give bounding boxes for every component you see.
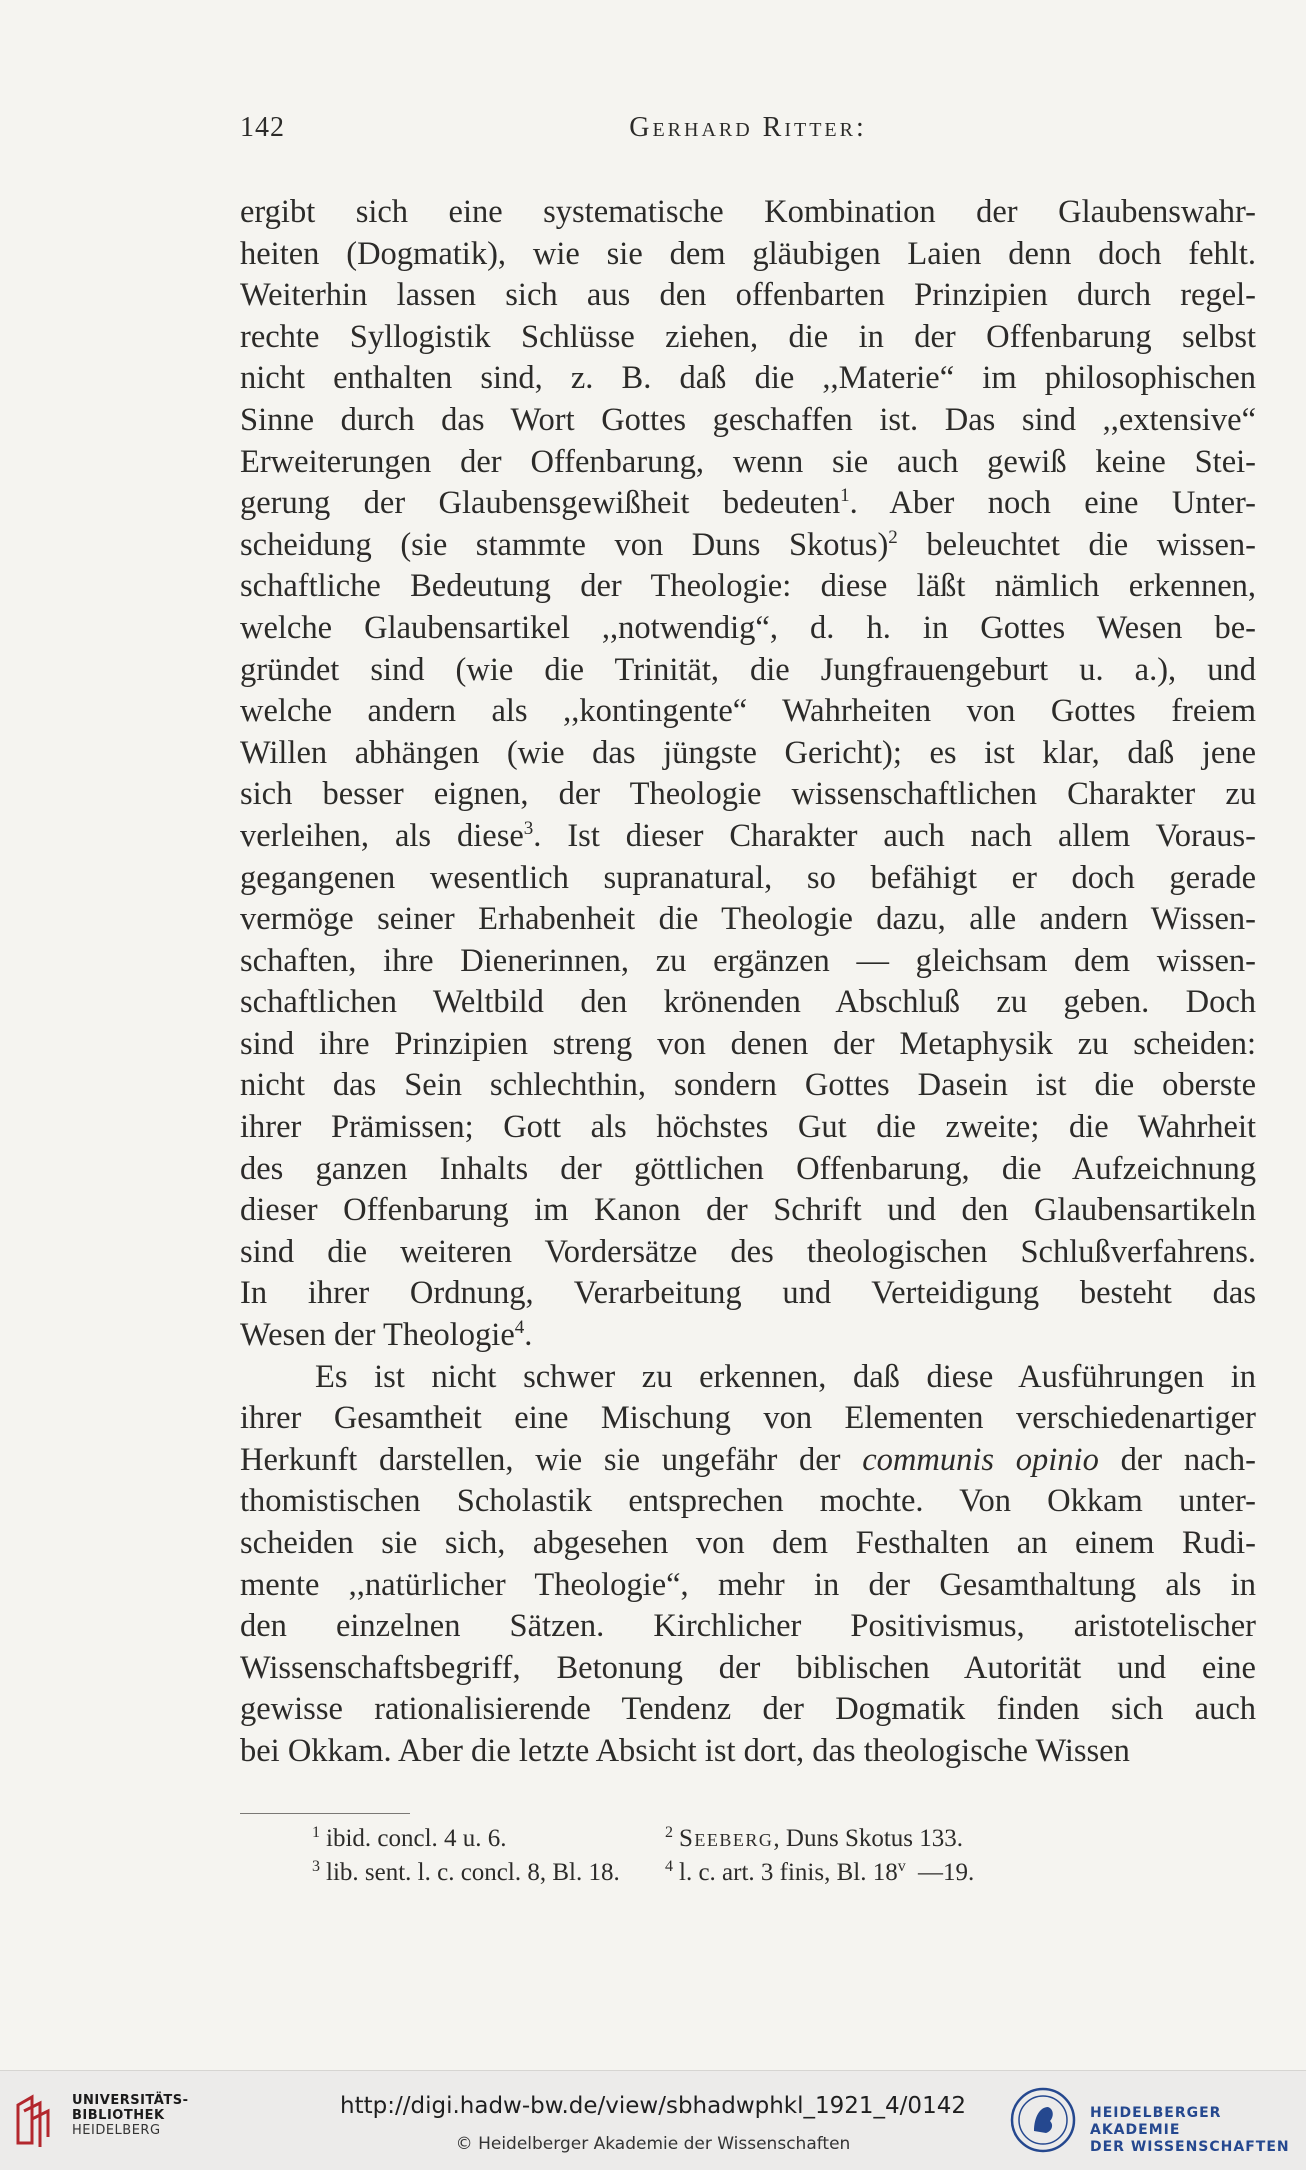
footnote-3: $^3$ lib. sent. l. c. concl. 8, Bl. 18. [312, 1858, 620, 1886]
text-line: des ganzen Inhalts der göttlichen Offenbarung, die Aufzeichnung [240, 1150, 1256, 1187]
text-line: rechte Syllogistik Schlüsse ziehen, die in der Offenbarung selbst [240, 318, 1256, 355]
text-line: ihrer Gesamtheit eine Mischung von Elementen verschiedenartiger [240, 1400, 1256, 1437]
text-line: schaften, ihre Dienerinnen, zu ergänzen — gleichsam dem wissen- [240, 942, 1256, 979]
page-number: 142 [240, 112, 285, 143]
text-line: ihrer Prämissen; Gott als höchstes Gut die zweite; die Wahrheit [240, 1109, 1256, 1146]
footnote-rule [240, 1813, 410, 1814]
text-line: mente ,,natürlicher Theologie“, mehr in der Gesamthaltung als in [240, 1566, 1256, 1603]
text-line: gewisse rationalisierende Tendenz der Dogmatik finden sich auch [240, 1691, 1256, 1728]
text-line: Herkunft darstellen, wie sie ungefähr der communis opinio der nach- [240, 1441, 1256, 1478]
text-line: bei Okkam. Aber die letzte Absicht ist dort, das theologische Wissen [240, 1732, 1130, 1769]
text-line: den einzelnen Sätzen. Kirchlicher Positivismus, aristotelischer [240, 1608, 1256, 1645]
text-line: welche andern als ,,kontingente“ Wahrheiten von Gottes freiem [240, 693, 1256, 730]
page-header [240, 112, 1256, 152]
text-line: sind ihre Prinzipien streng von denen der Metaphysik zu scheiden: [240, 1025, 1256, 1062]
text-line: schaftliche Bedeutung der Theologie: diese läßt nämlich erkennen, [240, 568, 1256, 605]
footnote-row [240, 1822, 1256, 1856]
text-line: schaftlichen Weltbild den krönenden Abschluß zu geben. Doch [240, 984, 1256, 1021]
permalink-url[interactable]: http://digi.hadw-bw.de/view/sbhadwphkl_1921_4/0142 [340, 2093, 966, 2119]
viewer-footer [0, 2070, 1306, 2170]
footnote-2: $^2$ Seeberg, Duns Skotus 133. [665, 1824, 964, 1852]
text-line: Wissenschaftsbegriff, Betonung der biblischen Autorität und eine [240, 1649, 1256, 1686]
body-text [240, 192, 1256, 1773]
text-line: Erweiterungen der Offenbarung, wenn sie auch gewiß keine Stei- [240, 443, 1256, 480]
academy-seal-icon [1010, 2087, 1076, 2153]
text-line: ergibt sich eine systematische Kombination der Glaubenswahr- [240, 194, 1256, 230]
text-line: nicht das Sein schlechthin, sondern Gottes Dasein ist die oberste [240, 1067, 1256, 1104]
text-line: gerung der Glaubensgewißheit bedeuten$^1$. Aber noch eine Unter- [240, 485, 1256, 522]
footnotes [240, 1822, 1256, 1890]
text-line: vermöge seiner Erhabenheit die Theologie dazu, alle andern Wissen- [240, 901, 1256, 938]
text-line: welche Glaubensartikel ,,notwendig“, d. h. in Gottes Wesen be- [240, 609, 1256, 646]
university-library-name: UNIVERSITÄTS- BIBLIOTHEK HEIDELBERG [72, 2093, 189, 2138]
text-line: In ihrer Ordnung, Verarbeitung und Verteidigung besteht das [240, 1275, 1256, 1312]
text-line: heiten (Dogmatik), wie sie dem gläubigen Laien denn doch fehlt. [240, 235, 1256, 272]
text-line: dieser Offenbarung im Kanon der Schrift und den Glaubensartikeln [240, 1192, 1256, 1229]
text-line: scheidung (sie stammte von Duns Skotus)$^2$ beleuchtet die wissen- [240, 526, 1256, 563]
text-line: gründet sind (wie die Trinität, die Jungfrauengeburt u. a.), und [240, 651, 1256, 688]
text-line: Willen abhängen (wie das jüngste Gericht); es ist klar, daß jene [240, 734, 1256, 771]
footnote-1: $^1$ ibid. concl. 4 u. 6. [312, 1824, 507, 1852]
text-line: thomistischen Scholastik entsprechen mochte. Von Okkam unter- [240, 1483, 1256, 1520]
text-line: nicht enthalten sind, z. B. daß die ,,Materie“ im philosophischen [240, 360, 1256, 397]
text-line: Wesen der Theologie$^4$. [240, 1317, 533, 1354]
academy-name: HEIDELBERGER AKADEMIE DER WISSENSCHAFTEN [1090, 2105, 1290, 2155]
footnote-4: $^4$ l. c. art. 3 finis, Bl. 18$^v$ —19. [665, 1858, 975, 1886]
text-line: scheiden sie sich, abgesehen von dem Festhalten an einem Rudi- [240, 1525, 1256, 1561]
copyright-notice: © Heidelberger Akademie der Wissenschaften [455, 2134, 851, 2154]
text-line: Weiterhin lassen sich aus den offenbarten Prinzipien durch regel- [240, 277, 1256, 314]
text-line: verleihen, als diese$^3$. Ist dieser Charakter auch nach allem Voraus- [240, 817, 1257, 854]
text-line: sind die weiteren Vordersätze des theologischen Schlußverfahrens. [240, 1233, 1256, 1270]
text-line: gegangenen wesentlich supranatural, so befähigt er doch gerade [240, 859, 1256, 896]
text-line: sich besser eignen, der Theologie wissenschaftlichen Charakter zu [240, 776, 1256, 813]
text-line: Sinne durch das Wort Gottes geschaffen ist. Das sind ,,extensive“ [240, 401, 1256, 438]
footnote-row [240, 1856, 1256, 1890]
text-line: Es ist nicht schwer zu erkennen, daß diese Ausführungen in [315, 1358, 1256, 1395]
running-head: Gerhard Ritter: [629, 112, 867, 143]
